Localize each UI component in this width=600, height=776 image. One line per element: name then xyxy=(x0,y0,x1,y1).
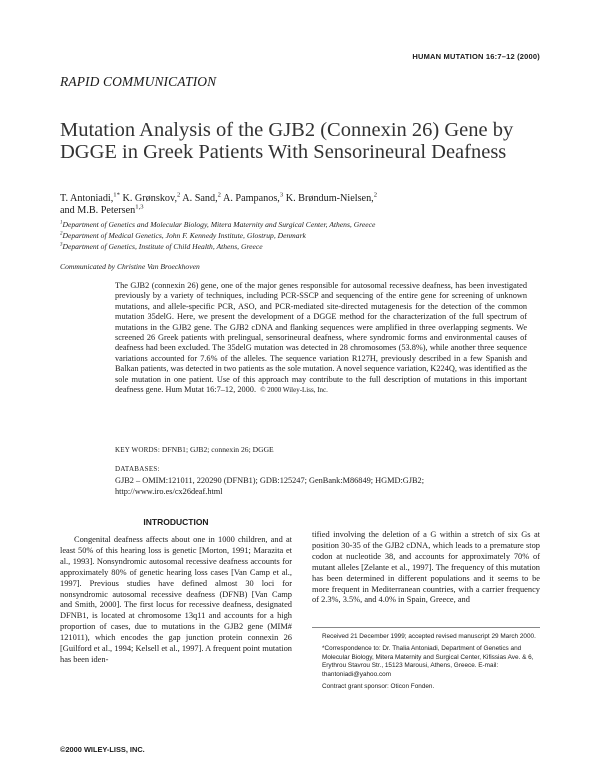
author-name: T. Antoniadi, xyxy=(60,193,114,204)
affiliation-number: 3 xyxy=(60,242,63,248)
affiliation-item xyxy=(60,241,530,252)
affiliation-number: 1 xyxy=(60,220,63,226)
author-name: K. Brøndum-Nielsen, xyxy=(285,193,374,204)
author-name: A. Sand, xyxy=(182,193,218,204)
author-affiliation-marker: 2 xyxy=(217,191,221,199)
author-affiliation-marker: 2 xyxy=(177,191,181,199)
left-column xyxy=(60,517,292,666)
article-title: Mutation Analysis of the GJB2 (Connexin 26) Gene by DGGE in Greek Patients With Sensorineural Deafness xyxy=(60,119,514,163)
affiliation-list xyxy=(60,219,530,252)
grant-note: Contract grant sponsor: Oticon Fonden. xyxy=(322,683,435,691)
databases-label: DATABASES: xyxy=(115,465,160,473)
journal-reference: HUMAN MUTATION 16:7–12 (2000) xyxy=(412,52,540,61)
affiliation-number: 2 xyxy=(60,231,63,237)
introduction-continued: tified involving the deletion of a G within a stretch of six Gs at position 30-35 of the GJB2 cDNA, which leads to a premature stop codon at nucleotide 38, and accounts for approximately 70% of mutant alleles [Zelante et al., 1997]. The frequency of this mutation has been determined in different populations and it seems to be more frequent in Mediterranean countries, with a carrier frequency of 2.3%, 3.5%, and 4.0% in Spain, Greece, and xyxy=(312,530,540,605)
footnotes xyxy=(322,633,538,695)
databases-text: GJB2 – OMIM:121011, 220290 (DFNB1); GDB:125247; GenBank:M86849; HGMD:GJB2; http://www.iro.es/cx26deaf.html xyxy=(115,476,424,496)
abstract-body: The GJB2 (connexin 26) gene, one of the major genes responsible for autosomal recessive deafness, has been investigated previously by a variety of techniques, including PCR-SSCP and sequencing of the entire gene for screening of unknown mutations, and allele-specific PCR, ASO, and PCR-mediated site-directed mutagenesis for the detection of the common mutation 35delG. Here, we present the development of a DGGE method for the characterization of the full spectrum of mutations in the GJB2 gene. The GJB2 cDNA and flanking sequences were amplified in three overlapping segments. We screened 26 Greek patients with prelingual, sensorineural deafness, where syndromic forms and environmental causes of deafness had been excluded. The 35delG mutation was detected in 28 chromosomes (53.8%), while another three sequence variations accounted for 7.6% of the alleles. The sequence variation R127H, previously described in a few Spanish and Balkan patients, was detected in two patients as the sole mutation. A novel sequence variation, K224Q, was identified as the sole mutation in one patient. Use of this approach may contribute to the full description of mutations in this important deafness gene. Hum Mutat 16:7–12, 2000. xyxy=(115,281,527,395)
footnote-divider xyxy=(312,627,540,628)
publisher-copyright: ©2000 WILEY-LISS, INC. xyxy=(60,745,145,754)
affiliation-text: Department of Medical Genetics, John F. Kennedy Institute, Glostrup, Denmark xyxy=(62,231,306,240)
introduction-paragraph: Congenital deafness affects about one in 1000 children, and at least 50% of this hearing loss is genetic [Morton, 1991; Marazita et al., 1993]. Nonsyndromic autosomal recessive deafness accounts for approximately 80% of genetic hearing loss cases [Van Camp et al., 1997]. Previous studies have defined almost 30 loci for nonsyndromic autosomal recessive deafness (DFNB) [Van Camp and Smith, 2000]. The first locus for recessive deafness, designated DFNB1, is located at chromosome 13q11 and accounts for a high proportion of cases, due to mutations in the GJB2 gene (MIM# 121011), which encodes the gap junction protein connexin 26 [Guilford et al., 1994; Kelsell et al., 1997]. A frequent point mutation has been iden- xyxy=(60,535,292,664)
keywords-text: DFNB1; GJB2; connexin 26; DGGE xyxy=(161,445,274,454)
section-label: RAPID COMMUNICATION xyxy=(60,74,217,89)
correspondence-note: *Correspondence to: Dr. Thalia Antoniadi, Department of Genetics and Molecular Biology, Mitera Maternity and Surgical Center, Kifissias Ave. & 6, Erythrou Stavrou Str., 15123 Marousi, Athens, Greece. E-mail: thantoniadi@yahoo.com xyxy=(322,645,534,678)
author-affiliation-marker: 1,3 xyxy=(135,203,144,211)
affiliation-item xyxy=(60,230,530,241)
affiliation-text: Department of Genetics, Institute of Child Health, Athens, Greece xyxy=(62,242,263,251)
communicated-by: Communicated by Christine Van Broeckhoven xyxy=(60,262,200,271)
author-affiliation-marker: 1* xyxy=(113,191,120,199)
author-list xyxy=(60,193,530,217)
affiliation-text: Department of Genetics and Molecular Biology, Mitera Maternity and Surgical Center, Athens, Greece xyxy=(62,220,376,229)
keywords-label: KEY WORDS: xyxy=(115,446,160,454)
author-name: A. Pampanos, xyxy=(222,193,280,204)
keywords xyxy=(115,445,527,454)
author-name: K. Grønskov, xyxy=(122,193,177,204)
abstract xyxy=(115,281,527,395)
right-column xyxy=(312,530,540,606)
introduction-heading: INTRODUCTION xyxy=(143,517,209,527)
affiliation-item xyxy=(60,219,530,230)
received-note: Received 21 December 1999; accepted revised manuscript 29 March 2000. xyxy=(322,633,536,640)
abstract-copyright: © 2000 Wiley-Liss, Inc. xyxy=(260,386,328,395)
author-affiliation-marker: 3 xyxy=(279,191,284,199)
author-affiliation-marker: 2 xyxy=(373,191,378,199)
author-name: and M.B. Petersen xyxy=(60,205,136,216)
